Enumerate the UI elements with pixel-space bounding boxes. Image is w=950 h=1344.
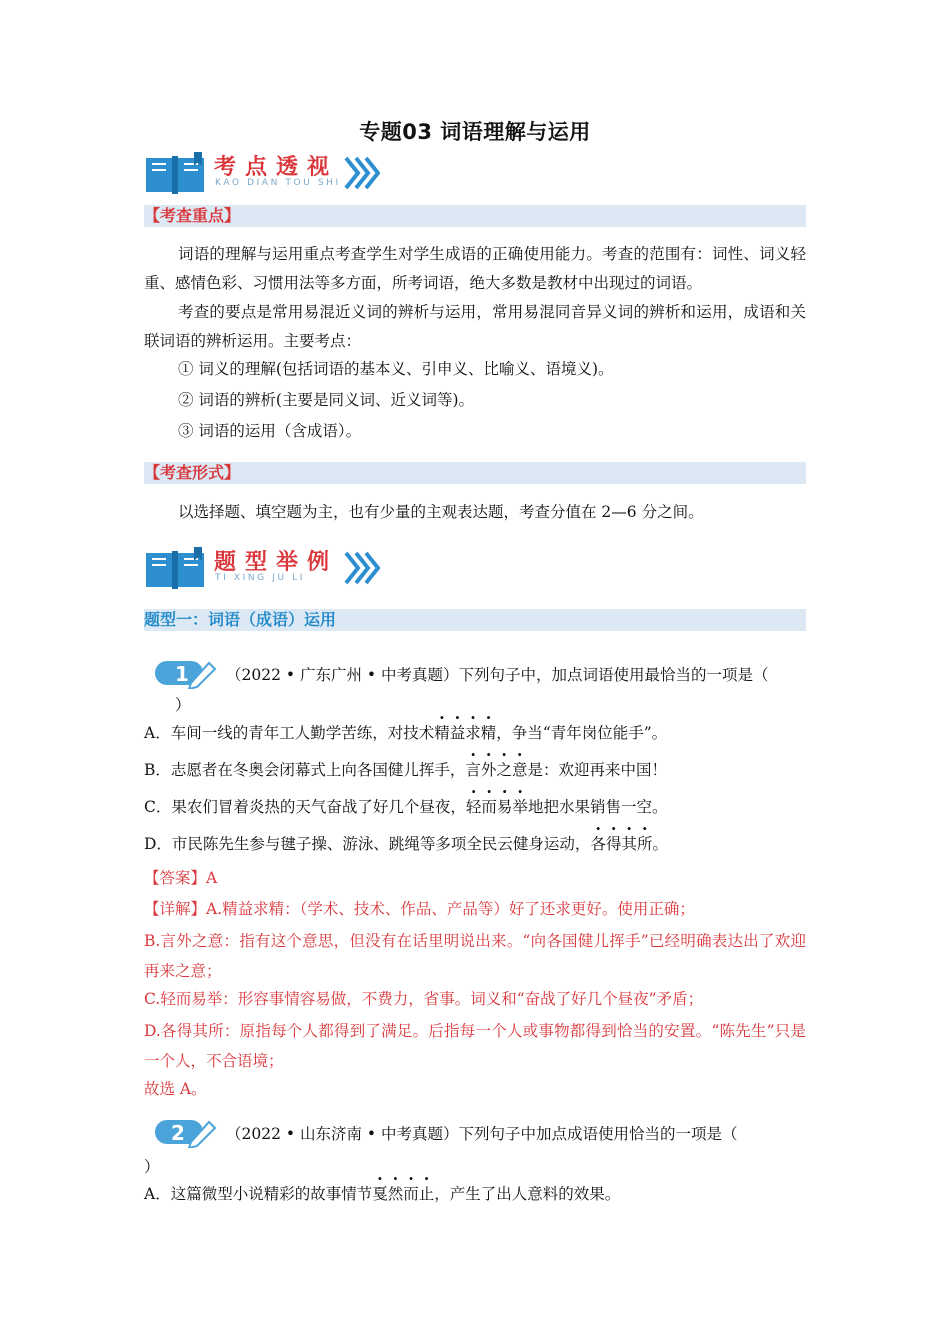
emphasis-char: 之: [496, 761, 512, 779]
option-b: B．志愿者在冬奥会闭幕式上向各国健儿挥手，言外之意是：欢迎再来中国！: [144, 761, 667, 779]
emphasis-char: 意: [511, 761, 528, 779]
paragraph-3: 以选择题、填空题为主，也有少量的主观表达题，考查分值在 2—6 分之间。: [178, 503, 704, 521]
option-a: A．车间一线的青年工人勤学苦练，对技术精益求精，争当“青年岗位能手”。: [144, 724, 668, 742]
emphasis-char: 而: [481, 798, 497, 816]
section-kaocha-xingshi: 【考查形式】: [144, 462, 806, 484]
emphasis-char: 益: [449, 724, 466, 742]
banner-pinyin: KAO DIAN TOU SHI: [215, 178, 341, 188]
emphasis-char: 外: [480, 761, 497, 779]
emphasis-char: 轻: [465, 798, 482, 816]
explanation-a: 【详解】A.精益求精：（学术、技术、作品、产品等）好了还求更好。使用正确；: [144, 900, 695, 918]
book-icon: [144, 152, 206, 196]
book-icon: [144, 547, 206, 591]
dotted-word: [372, 1185, 434, 1203]
chevrons-icon: [344, 551, 380, 585]
explanation-c: C.轻而易举：形容事情容易做，不费力，省事。词义和“奋战了好几个昼夜”矛盾；: [144, 990, 704, 1008]
emphasis-char: 而: [403, 1185, 419, 1203]
dotted-word: [466, 798, 528, 816]
emphasis-char: 举: [512, 798, 528, 816]
explanation-b: B.言外之意：指有这个意思，但没有在话里明说出来。“向各国健儿挥手”已经明确表达出了欢迎再来之意；: [144, 932, 806, 980]
question-2-stem-end: ）: [144, 1158, 160, 1176]
paragraph-1: 词语的理解与运用重点考查学生对学生成语的正确使用能力。考查的范围有：词性、词义轻重、感情色彩、习惯用法等多方面，所考词语，绝大多数是教材中出现过的词语。: [144, 245, 806, 292]
dotted-word: [434, 724, 496, 742]
question-1-stem: （2022 • 广东广州 • 中考真题）下列句子中，加点词语使用最恰当的一项是（: [226, 666, 769, 684]
option-d: D．市民陈先生参与毽子操、游泳、跳绳等多项全民云健身运动，各得其所。: [144, 835, 669, 853]
question-1-stem-end: ）: [175, 696, 191, 714]
chevrons-icon: [344, 156, 380, 190]
emphasis-char: 所: [636, 835, 653, 853]
section-tixing-1: 题型一：词语（成语）运用: [144, 609, 806, 631]
question-2-stem: （2022 • 山东济南 • 中考真题）下列句子中加点成语使用恰当的一项是（: [226, 1125, 738, 1143]
emphasis-char: 精: [480, 724, 497, 742]
point-2: ② 词语的辨析(主要是同义词、近义词等)。: [178, 391, 475, 409]
banner-title: 考点透视: [214, 155, 339, 180]
dotted-word: [590, 835, 652, 853]
banner-pinyin: TI XING JU LI: [215, 573, 305, 583]
dotted-word: [465, 761, 527, 779]
point-3: ③ 词语的运用（含成语）。: [178, 422, 362, 440]
section-kaocha-zhongdian: 【考查重点】: [144, 205, 806, 227]
option-c: C．果农们冒着炎热的天气奋战了好几个昼夜，轻而易举地把水果销售一空。: [144, 798, 668, 816]
emphasis-char: 各: [590, 835, 606, 853]
emphasis-char: 得: [605, 835, 622, 853]
emphasis-char: 求: [465, 724, 481, 742]
question-number-badge-2: [155, 1116, 217, 1148]
emphasis-char: 精: [434, 724, 450, 742]
question-number: 1: [175, 662, 189, 686]
banner-title: 题型举例: [214, 550, 339, 575]
explanation-conclusion: 故选 A。: [144, 1080, 207, 1098]
paragraph-2: 考查的要点是常用易混近义词的辨析与运用，常用易混同音异义词的辨析和运用，成语和关联词语的辨析运用。主要考点：: [144, 303, 806, 350]
emphasis-char: 言: [465, 761, 481, 779]
emphasis-char: 戛: [372, 1185, 388, 1203]
emphasis-char: 易: [496, 798, 513, 816]
point-1: ① 词义的理解(包括词语的基本义、引申义、比喻义、语境义)。: [178, 360, 614, 378]
question-number-badge-1: [155, 657, 217, 689]
banner-tixing: [144, 545, 404, 593]
emphasis-char: 其: [621, 835, 637, 853]
question-number: 2: [171, 1121, 185, 1145]
emphasis-char: 止: [418, 1185, 435, 1203]
answer: 【答案】A: [144, 869, 218, 887]
q2-option-a: A．这篇微型小说精彩的故事情节戛然而止，产生了出人意料的效果。: [144, 1185, 621, 1203]
banner-kaodian: [144, 150, 404, 198]
page-title: 专题03 词语理解与运用: [359, 120, 591, 144]
explanation-d: D.各得其所：原指每个人都得到了满足。后指每一个人或事物都得到恰当的安置。“陈先生”只是一个人，不合语境；: [144, 1022, 806, 1070]
emphasis-char: 然: [387, 1185, 404, 1203]
